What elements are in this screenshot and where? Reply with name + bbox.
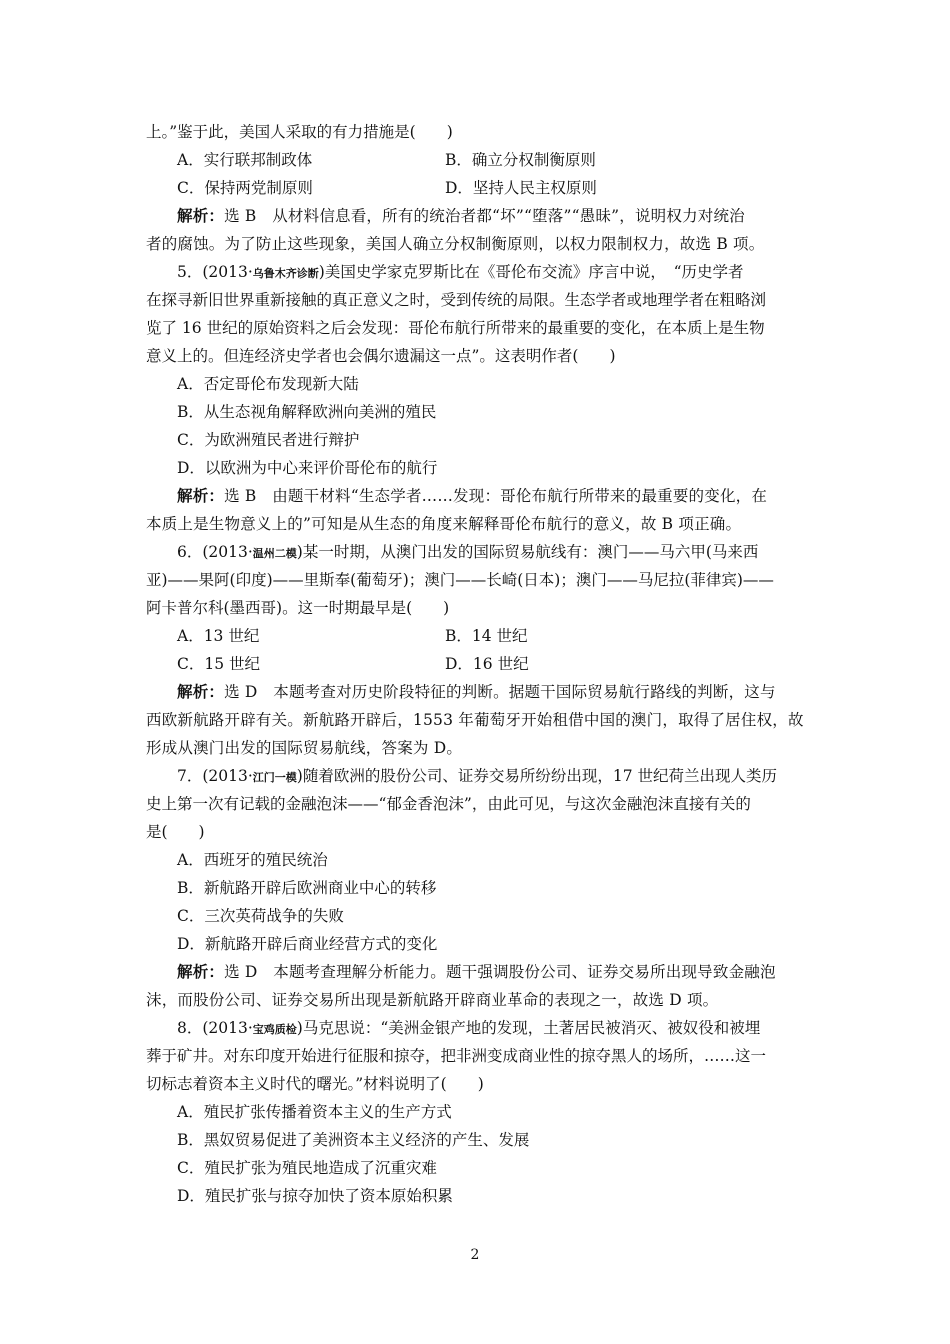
q4-stem: 上。”鉴于此，美国人采取的有力措施是( ) bbox=[146, 123, 453, 141]
q5-stem-line: 意义上的。但连经济史学者也会偶尔遗漏这一点”。这表明作者( ) bbox=[146, 347, 616, 365]
q4-option-b: B．确立分权制衡原则 bbox=[445, 151, 596, 169]
stem-text: )马克思说：“美洲金银产地的发现，土著居民被消灭、被奴役和被埋 bbox=[296, 1019, 761, 1037]
q8-option-d: D．殖民扩张与掠夺加快了资本原始积累 bbox=[177, 1187, 453, 1205]
q5-stem bbox=[177, 258, 744, 288]
q8-option-c: C．殖民扩张为殖民地造成了沉重灾难 bbox=[177, 1159, 437, 1177]
q7-option-b: B．新航路开辟后欧洲商业中心的转移 bbox=[177, 879, 437, 897]
q7-stem-line: 是( ) bbox=[146, 823, 205, 841]
q7-option-a: A．西班牙的殖民统治 bbox=[177, 851, 328, 869]
q7-stem bbox=[177, 762, 777, 792]
analysis-text: 选 B 从材料信息看，所有的统治者都“坏”“堕落”“愚昧”，说明权力对统治 bbox=[224, 207, 745, 225]
q5-option-a: A．否定哥伦布发现新大陆 bbox=[177, 375, 359, 393]
q6-analysis-line: 形成从澳门出发的国际贸易航线，答案为 D。 bbox=[146, 739, 463, 757]
q7-stem-line: 史上第一次有记载的金融泡沫——“郁金香泡沫”，由此可见，与这次金融泡沫直接有关的 bbox=[146, 795, 751, 813]
q5-stem-line: 在探寻新旧世界重新接触的真正意义之时，受到传统的局限。生态学者或地理学者在粗略浏 bbox=[146, 291, 767, 309]
question-number: 7．(2013· bbox=[177, 767, 253, 785]
q6-stem-line: 阿卡普尔科(墨西哥)。这一时期最早是( ) bbox=[146, 599, 450, 617]
q6-option-d: D．16 世纪 bbox=[445, 655, 529, 673]
stem-text: )随着欧洲的股份公司、证券交易所纷纷出现，17 世纪荷兰出现人类历 bbox=[296, 767, 777, 785]
q5-option-c: C．为欧洲殖民者进行辩护 bbox=[177, 431, 360, 449]
analysis-label: 解析： bbox=[177, 962, 225, 981]
q4-option-a: A．实行联邦制政体 bbox=[177, 151, 313, 169]
question-source: 乌鲁木齐诊断 bbox=[252, 267, 319, 280]
analysis-label: 解析： bbox=[177, 486, 225, 505]
q5-analysis bbox=[177, 482, 767, 510]
question-number: 6．(2013· bbox=[177, 543, 253, 561]
q8-stem-line: 切标志着资本主义时代的曙光。”材料说明了( ) bbox=[146, 1075, 484, 1093]
question-source: 江门一模 bbox=[252, 771, 297, 784]
q6-analysis-line: 西欧新航路开辟有关。新航路开辟后，1553 年葡萄牙开始租借中国的澳门，取得了居住权，故 bbox=[146, 711, 804, 729]
q7-option-d: D．新航路开辟后商业经营方式的变化 bbox=[177, 935, 438, 953]
q6-option-a: A．13 世纪 bbox=[177, 627, 260, 645]
stem-text: )美国史学家克罗斯比在《哥伦布交流》序言中说， “历史学者 bbox=[318, 263, 744, 281]
analysis-text: 选 D 本题考查理解分析能力。题干强调股份公司、证券交易所出现导致金融泡 bbox=[224, 963, 776, 981]
q5-stem-line: 览了 16 世纪的原始资料之后会发现：哥伦布航行所带来的最重要的变化，在本质上是生物 bbox=[146, 319, 765, 337]
question-source: 宝鸡质检 bbox=[252, 1023, 297, 1036]
question-number: 5．(2013· bbox=[177, 263, 253, 281]
q6-stem bbox=[177, 538, 758, 568]
q8-stem-line: 葬于矿井。对东印度开始进行征服和掠夺，把非洲变成商业性的掠夺黑人的场所，……这一 bbox=[146, 1047, 767, 1065]
q8-option-a: A．殖民扩张传播着资本主义的生产方式 bbox=[177, 1103, 452, 1121]
question-number: 8．(2013· bbox=[177, 1019, 253, 1037]
page-number: 2 bbox=[470, 1247, 480, 1263]
q6-analysis bbox=[177, 678, 776, 706]
q8-stem bbox=[177, 1014, 760, 1044]
q7-option-c: C．三次英荷战争的失败 bbox=[177, 907, 344, 925]
q4-option-d: D．坚持人民主权原则 bbox=[445, 179, 597, 197]
q6-option-b: B．14 世纪 bbox=[445, 627, 528, 645]
q4-analysis bbox=[177, 202, 745, 230]
q5-analysis-line: 本质上是生物意义上的”可知是从生态的角度来解释哥伦布航行的意义，故 B 项正确。 bbox=[146, 515, 742, 533]
question-source: 温州二模 bbox=[252, 547, 297, 560]
q5-option-d: D．以欧洲为中心来评价哥伦布的航行 bbox=[177, 459, 438, 477]
analysis-text: 选 B 由题干材料“生态学者……发现：哥伦布航行所带来的最重要的变化，在 bbox=[224, 487, 768, 505]
q6-option-c: C．15 世纪 bbox=[177, 655, 261, 673]
q4-option-c: C．保持两党制原则 bbox=[177, 179, 313, 197]
q6-stem-line: 亚)——果阿(印度)——里斯奉(葡萄牙)；澳门——长崎(日本)；澳门——马尼拉(菲律宾)—— bbox=[146, 571, 774, 589]
q7-analysis-line: 沫，而股份公司、证券交易所出现是新航路开辟商业革命的表现之一，故选 D 项。 bbox=[146, 991, 719, 1009]
analysis-text: 选 D 本题考查对历史阶段特征的判断。据题干国际贸易航行路线的判断，这与 bbox=[224, 683, 776, 701]
q8-option-b: B．黑奴贸易促进了美洲资本主义经济的产生、发展 bbox=[177, 1131, 530, 1149]
q7-analysis bbox=[177, 958, 776, 986]
analysis-label: 解析： bbox=[177, 206, 225, 225]
q4-analysis-line: 者的腐蚀。为了防止这些现象，美国人确立分权制衡原则，以权力限制权力，故选 B 项。 bbox=[146, 235, 765, 253]
analysis-label: 解析： bbox=[177, 682, 225, 701]
stem-text: )某一时期，从澳门出发的国际贸易航线有：澳门——马六甲(马来西 bbox=[296, 543, 759, 561]
q5-option-b: B．从生态视角解释欧洲向美洲的殖民 bbox=[177, 403, 437, 421]
